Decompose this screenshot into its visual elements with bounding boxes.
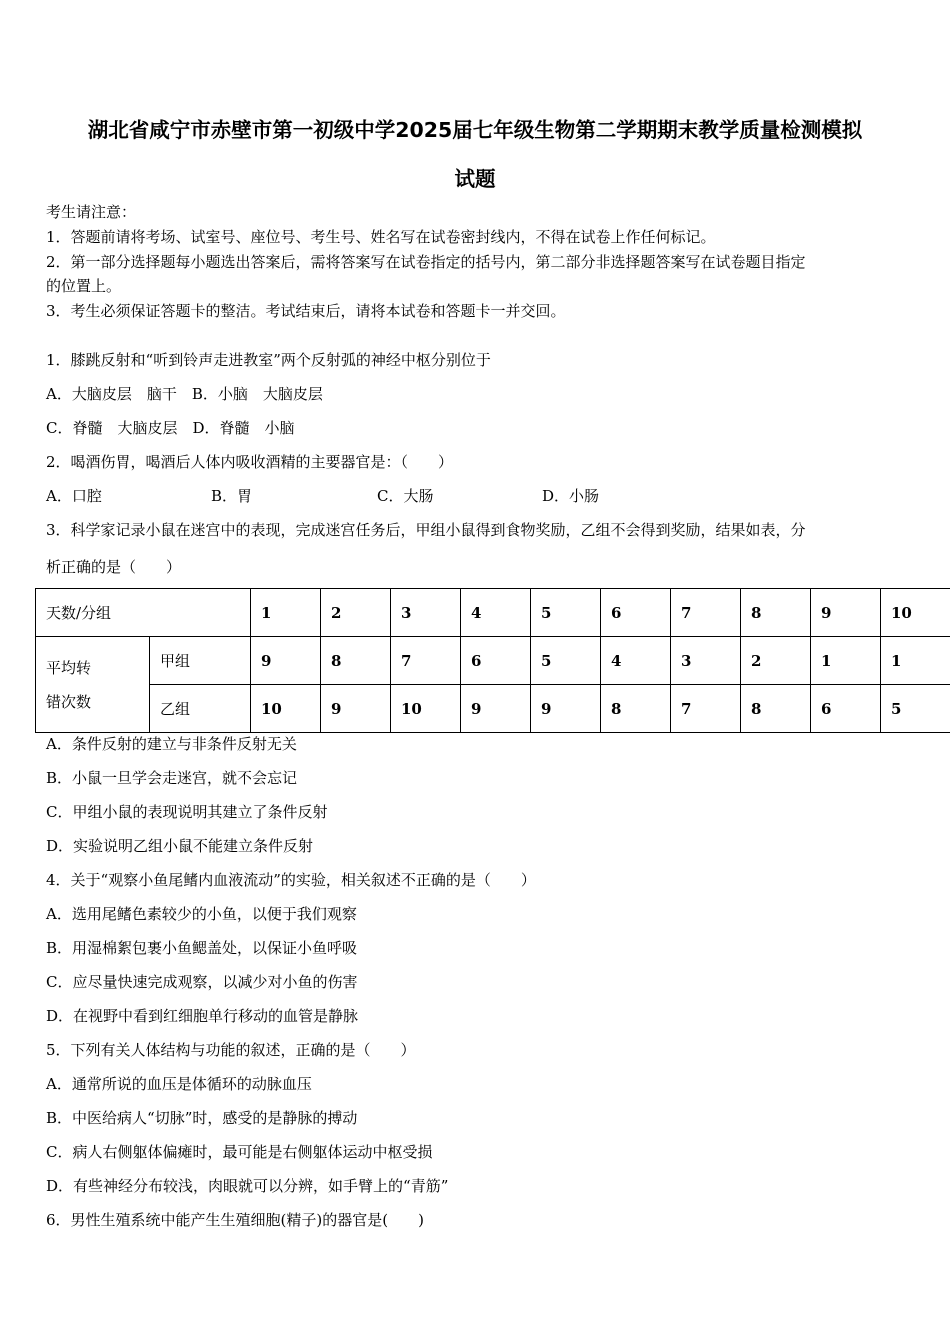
table-day-header: 5 [531, 589, 601, 637]
table-cell: 4 [601, 637, 671, 685]
question-3-option-d: D．实验说明乙组小鼠不能建立条件反射 [46, 837, 314, 855]
table-cell: 8 [601, 685, 671, 733]
table-cell: 2 [741, 637, 811, 685]
page-title-continued: 试题 [454, 167, 496, 191]
notice-heading: 考生请注意： [46, 203, 137, 221]
table-header-row [36, 589, 950, 637]
notice-item: 的位置上。 [46, 277, 122, 295]
table-day-header: 10 [881, 589, 950, 637]
question-2-option-d: D．小肠 [542, 487, 600, 505]
table-row [36, 685, 950, 733]
table-row [36, 637, 950, 685]
table-cell: 9 [251, 637, 321, 685]
notice-item: 2．第一部分选择题每小题选出答案后，需将答案写在试卷指定的括号内，第二部分非选择题答案写在试卷题目指定 [46, 253, 806, 271]
page-title: 湖北省咸宁市赤壁市第一初级中学2025届七年级生物第二学期期末教学质量检测模拟 [87, 118, 863, 142]
question-4-option-c: C．应尽量快速完成观察，以减少对小鱼的伤害 [46, 973, 358, 991]
question-5-option-c: C．病人右侧躯体偏瘫时，最可能是右侧躯体运动中枢受损 [46, 1143, 433, 1161]
table-group-header-line: 平均转 [46, 658, 92, 677]
question-2-option-b: B．胃 [211, 487, 253, 505]
table-cell: 1 [881, 637, 950, 685]
notice-item: 1．答题前请将考场、试室号、座位号、考生号、姓名写在试卷密封线内，不得在试卷上作任何标记。 [46, 228, 716, 246]
question-5-option-d: D．有些神经分布较浅，肉眼就可以分辨，如手臂上的“青筋” [46, 1177, 449, 1195]
question-5-stem: 5．下列有关人体结构与功能的叙述，正确的是（ ） [46, 1041, 416, 1059]
question-4-stem: 4．关于“观察小鱼尾鳍内血液流动”的实验，相关叙述不正确的是（ ） [46, 871, 536, 889]
question-3-stem-continued: 析正确的是（ ） [46, 558, 182, 576]
table-day-header: 2 [321, 589, 391, 637]
table-cell: 5 [531, 637, 601, 685]
table-cell: 3 [671, 637, 741, 685]
question-1-options-row: A．大脑皮层 脑干 B．小脑 大脑皮层 [46, 385, 323, 403]
table-cell: 5 [881, 685, 950, 733]
table-cell: 6 [461, 637, 531, 685]
table-cell: 1 [811, 637, 881, 685]
table-row-label: 甲组 [150, 637, 251, 685]
table-cell: 10 [391, 685, 461, 733]
table-cell: 9 [321, 685, 391, 733]
question-4-option-a: A．选用尾鳍色素较少的小鱼，以便于我们观察 [46, 905, 357, 923]
table-day-header: 8 [741, 589, 811, 637]
results-table [35, 588, 950, 733]
table-group-header-line: 错次数 [46, 692, 92, 711]
question-1-stem: 1．膝跳反射和“听到铃声走进教室”两个反射弧的神经中枢分别位于 [46, 351, 491, 369]
table-cell: 8 [321, 637, 391, 685]
question-6-stem: 6．男性生殖系统中能产生生殖细胞(精子)的器官是( ) [46, 1211, 424, 1229]
question-2-option-c: C．大肠 [377, 487, 434, 505]
table-day-header: 3 [391, 589, 461, 637]
table-group-header [36, 637, 150, 733]
table-day-header: 9 [811, 589, 881, 637]
question-4-option-d: D．在视野中看到红细胞单行移动的血管是静脉 [46, 1007, 359, 1025]
table-cell: 8 [741, 685, 811, 733]
table-cell: 9 [531, 685, 601, 733]
question-3-option-b: B．小鼠一旦学会走迷宫，就不会忘记 [46, 769, 298, 787]
question-1-options-row: C．脊髓 大脑皮层 D．脊髓 小脑 [46, 419, 295, 437]
table-day-header: 7 [671, 589, 741, 637]
question-2-stem: 2．喝酒伤胃，喝酒后人体内吸收酒精的主要器官是：（ ） [46, 453, 454, 471]
question-5-option-a: A．通常所说的血压是体循环的动脉血压 [46, 1075, 312, 1093]
table-row-label: 乙组 [150, 685, 251, 733]
notice-item: 3．考生必须保证答题卡的整洁。考试结束后，请将本试卷和答题卡一并交回。 [46, 302, 566, 320]
table-cell: 7 [391, 637, 461, 685]
question-2-option-a: A．口腔 [46, 487, 102, 505]
table-cell: 10 [251, 685, 321, 733]
table-header-label: 天数/分组 [36, 589, 251, 637]
table-day-header: 6 [601, 589, 671, 637]
question-3-stem: 3．科学家记录小鼠在迷宫中的表现，完成迷宫任务后，甲组小鼠得到食物奖励，乙组不会得到奖励，结果如表，分 [46, 521, 806, 539]
table-day-header: 4 [461, 589, 531, 637]
table-cell: 9 [461, 685, 531, 733]
question-3-option-a: A．条件反射的建立与非条件反射无关 [46, 735, 297, 753]
table-day-header: 1 [251, 589, 321, 637]
table-cell: 6 [811, 685, 881, 733]
question-3-option-c: C．甲组小鼠的表现说明其建立了条件反射 [46, 803, 328, 821]
table-cell: 7 [671, 685, 741, 733]
question-4-option-b: B．用湿棉絮包裹小鱼鳃盖处，以保证小鱼呼吸 [46, 939, 358, 957]
question-5-option-b: B．中医给病人“切脉”时，感受的是静脉的搏动 [46, 1109, 358, 1127]
